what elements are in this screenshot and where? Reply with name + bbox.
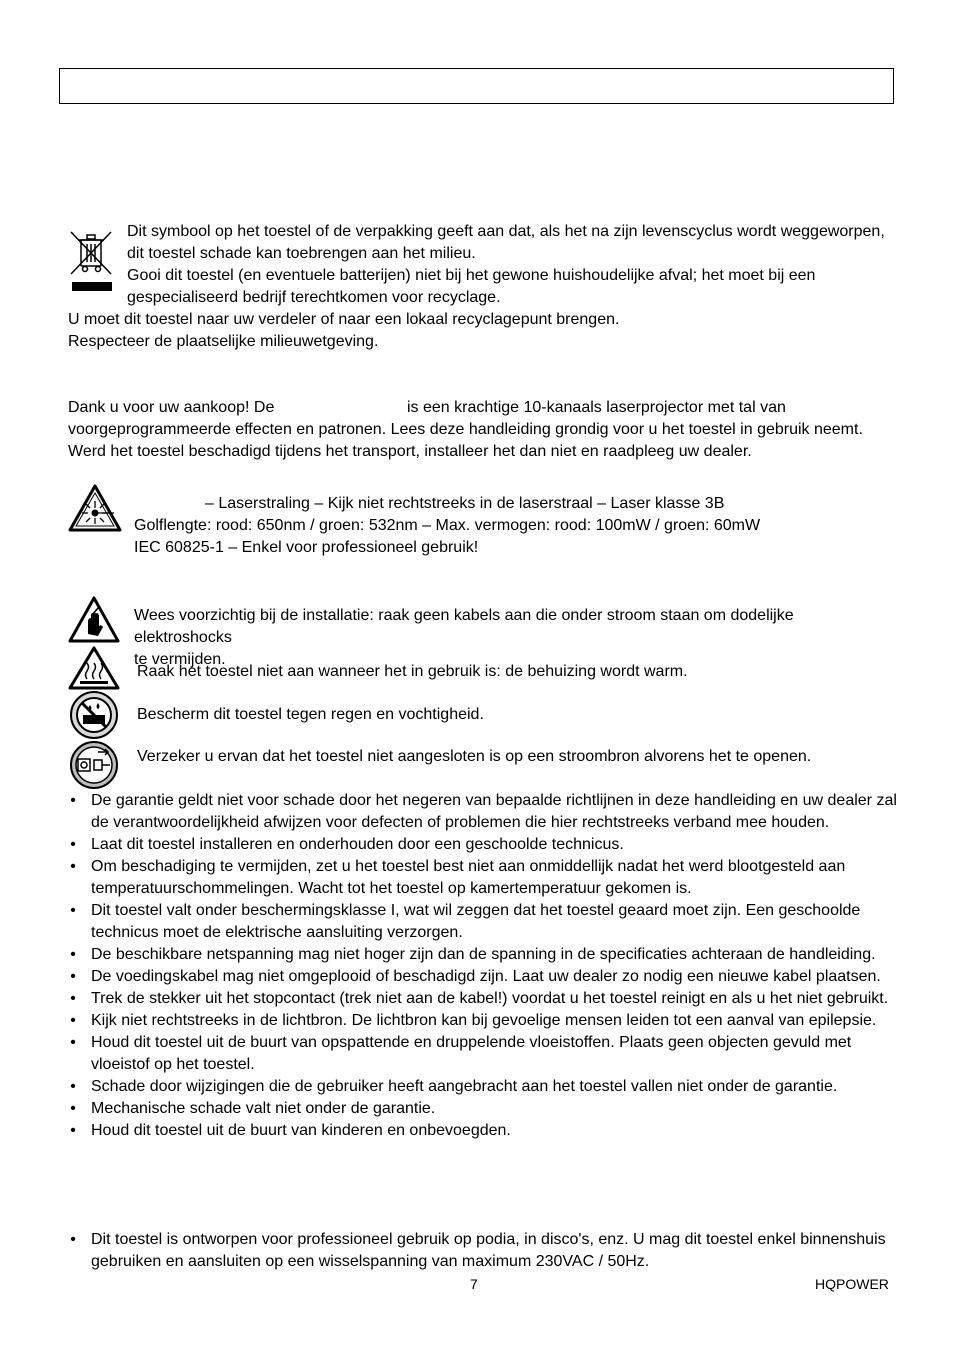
- warning-line: Wees voorzichtig bij de installatie: raak geen kabels aan die onder stroom staan om dodelijke elektroshocks: [134, 607, 794, 646]
- weee-line: dit toestel schade kan toebrengen aan het milieu.: [127, 245, 476, 262]
- list-item: [68, 1120, 898, 1142]
- bullet-icon: •: [70, 1012, 76, 1029]
- bullet-icon: •: [70, 1100, 76, 1117]
- list-item-line: Trek de stekker uit het stopcontact (trek niet aan de kabel!) voordat u het toestel reinigt en als u het niet gebruikt.: [91, 990, 889, 1007]
- list-item-line: De beschikbare netspanning mag niet hoger zijn dan de spanning in de specificaties achteraan de handleiding.: [91, 946, 876, 963]
- list-item-line: Houd dit toestel uit de buurt van opspattende en druppelende vloeistoffen. Plaats geen objecten gevuld met: [91, 1034, 852, 1051]
- list-item: [68, 1010, 898, 1032]
- hot-surface-icon: [68, 646, 120, 690]
- weee-after-line: U moet dit toestel naar uw verdeler of naar een lokaal recyclagepunt brengen.: [68, 311, 620, 328]
- bullet-icon: •: [70, 902, 76, 919]
- list-item: [68, 966, 898, 988]
- bullet-icon: •: [70, 946, 76, 963]
- header-box: [59, 68, 894, 104]
- list-item: [68, 1032, 898, 1076]
- list-item: [68, 900, 898, 944]
- weee-after-line: Respecteer de plaatselijke milieuwetgeving.: [68, 333, 379, 350]
- weee-line: Dit symbool op het toestel of de verpakking geeft aan dat, als het na zijn levenscyclus wordt weggeworpen,: [127, 223, 885, 240]
- list-item-line: Houd dit toestel uit de buurt van kinderen en onbevoegden.: [91, 1122, 511, 1139]
- intro-line3: Werd het toestel beschadigd tijdens het transport, installeer het dan niet en raadpleeg uw dealer.: [68, 443, 752, 460]
- bullet-icon: •: [70, 1034, 76, 1051]
- electric-shock-icon: [68, 596, 120, 644]
- list-item: [68, 1229, 898, 1273]
- list-item-line: gebruiken en aansluiten op een wisselspanning van maximum 230VAC / 50Hz.: [91, 1253, 650, 1270]
- bullet-icon: •: [70, 968, 76, 985]
- laser-text: [134, 493, 894, 559]
- list-item: [68, 944, 898, 966]
- list-item-line: Mechanische schade valt niet onder de garantie.: [91, 1100, 436, 1117]
- intro-line2: voorgeprogrammeerde effecten en patronen. Lees deze handleiding grondig voor u het toestel in gebruik neemt.: [68, 421, 863, 438]
- weee-text: [127, 221, 897, 309]
- list-item-line: Dit toestel is ontworpen voor professioneel gebruik op podia, in disco's, enz. U mag dit toestel enkel binnenshuis: [91, 1231, 886, 1248]
- weee-line: Gooi dit toestel (en eventuele batterijen) niet bij het gewone huishoudelijke afval; het moet bij een: [127, 267, 816, 284]
- list-item-line: temperatuurschommelingen. Wacht tot het toestel op kamertemperatuur gekomen is.: [91, 880, 692, 897]
- list-item: [68, 988, 898, 1010]
- page-number: 7: [470, 1276, 478, 1292]
- list-item: [68, 856, 898, 900]
- list-item-line: Laat dit toestel installeren en onderhouden door een geschoolde technicus.: [91, 836, 624, 853]
- list-item-line: Schade door wijzigingen die de gebruiker heeft aangebracht aan het toestel vallen niet onder de garantie.: [91, 1078, 838, 1095]
- list-item: [68, 834, 898, 856]
- unplug-icon: [68, 740, 120, 790]
- warning-line: Raak het toestel niet aan wanneer het in gebruik is: de behuizing wordt warm.: [137, 663, 688, 680]
- list-item-line: Kijk niet rechtstreeks in de lichtbron. De lichtbron kan bij gevoelige mensen leiden tot een aanval van epilepsie.: [91, 1012, 877, 1029]
- bullet-icon: •: [70, 858, 76, 875]
- list-item-line: de verantwoordelijkheid afwijzen voor defecten of problemen die hier rechtstreeks verband mee houden.: [91, 814, 830, 831]
- bullet-icon: •: [70, 1231, 76, 1248]
- footer-brand: HQPOWER: [815, 1276, 889, 1292]
- guideline-list: [68, 790, 898, 1142]
- warning-hot-text: [137, 661, 894, 683]
- warning-unplug-text: [137, 746, 894, 768]
- laser-line1: – Laserstraling – Kijk niet rechtstreeks in de laserstraal – Laser klasse 3B: [205, 495, 725, 512]
- list-item-line: Dit toestel valt onder beschermingsklasse I, wat wil zeggen dat het toestel geaard moet zijn. Een geschoolde: [91, 902, 861, 919]
- bullet-icon: •: [70, 836, 76, 853]
- weee-bin-icon: [68, 228, 116, 292]
- laser-line2: Golflengte: rood: 650nm / groen: 532nm – Max. vermogen: rood: 100mW / groen: 60mW: [134, 517, 761, 534]
- laser-line3: IEC 60825-1 – Enkel voor professioneel gebruik!: [134, 539, 479, 556]
- list-item-line: technicus moet de elektrische aansluiting verzorgen.: [91, 924, 463, 941]
- laser-warning-icon: [68, 484, 122, 532]
- intro-paragraph: [68, 397, 898, 463]
- list-item-line: Om beschadiging te vermijden, zet u het toestel best niet aan onmiddellijk nadat het werd blootgesteld aan: [91, 858, 846, 875]
- warning-line: Bescherm dit toestel tegen regen en vochtigheid.: [137, 706, 484, 723]
- list-item: [68, 1076, 898, 1098]
- bullet-icon: •: [70, 990, 76, 1007]
- weee-line: gespecialiseerd bedrijf terechtkomen voor recyclage.: [127, 289, 501, 306]
- list-item: [68, 790, 898, 834]
- warning-line: te vermijden.: [134, 651, 226, 668]
- list-item-line: vloeistof op het toestel.: [91, 1056, 255, 1073]
- list-item-line: De voedingskabel mag niet omgeplooid of beschadigd zijn. Laat uw dealer zo nodig een nieuwe kabel plaatsen.: [91, 968, 881, 985]
- warning-line: Verzeker u ervan dat het toestel niet aangesloten is op een stroombron alvorens het te openen.: [137, 748, 812, 765]
- list-item: [68, 1098, 898, 1120]
- warning-rain-text: [137, 704, 894, 726]
- bullet-icon: •: [70, 1078, 76, 1095]
- weee-after: [68, 309, 898, 353]
- intro-line1-b: is een krachtige 10-kanaals laserprojector met tal van: [407, 399, 786, 416]
- no-rain-icon: [68, 690, 120, 740]
- list-item-line: De garantie geldt niet voor schade door het negeren van bepaalde richtlijnen in deze handleiding en uw dealer zal: [91, 792, 897, 809]
- intro-line1-a: Dank u voor uw aankoop! De: [68, 399, 275, 416]
- usage-list: [68, 1229, 898, 1273]
- bullet-icon: •: [70, 792, 76, 809]
- bullet-icon: •: [70, 1122, 76, 1139]
